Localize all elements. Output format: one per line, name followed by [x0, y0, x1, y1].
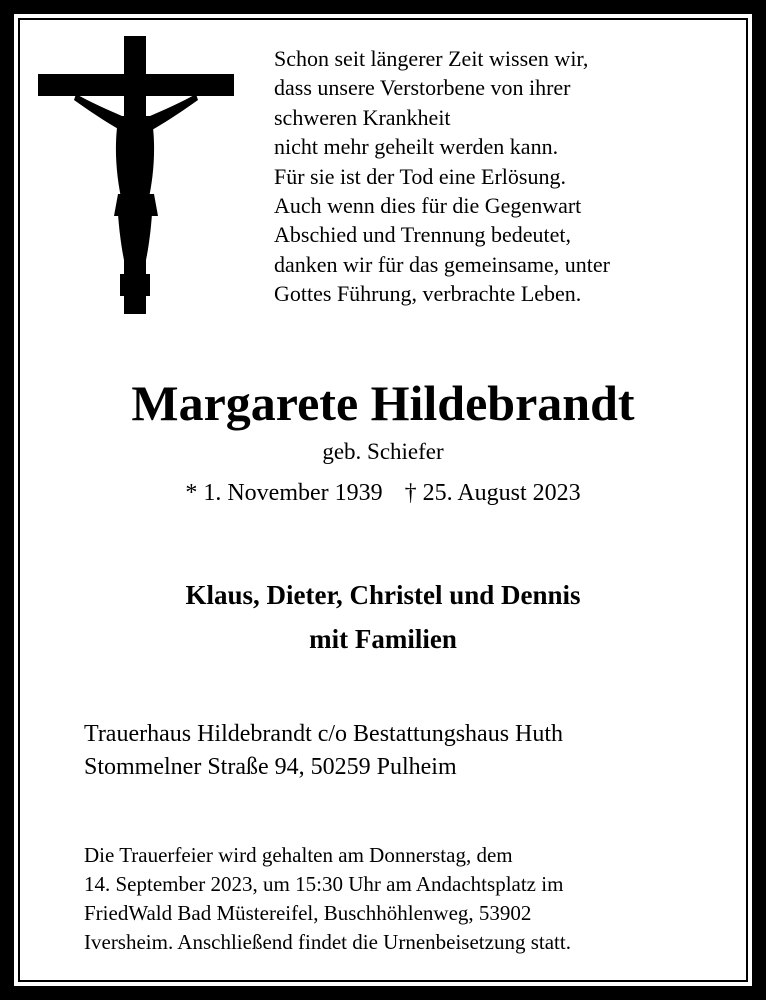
address-line: Trauerhaus Hildebrandt c/o Bestattungshaus Huth	[84, 721, 564, 747]
service-details	[84, 841, 724, 957]
birth-date: * 1. November 1939	[185, 480, 383, 506]
address-line: Stommelner Straße 94, 50259 Pulheim	[84, 754, 457, 780]
death-date: † 25. August 2023	[404, 480, 581, 506]
service-line: Die Trauerfeier wird gehalten am Donnerstag, dem	[84, 843, 513, 867]
verse-line: danken wir für das gemeinsame, unter	[274, 251, 610, 277]
verse-text	[274, 44, 714, 309]
mourners-line: mit Familien	[309, 624, 457, 654]
mourners	[0, 573, 766, 661]
maiden-name: geb. Schiefer	[322, 439, 444, 464]
service-line: 14. September 2023, um 15:30 Uhr am Andachtsplatz im	[84, 872, 564, 896]
verse-line: Abschied und Trennung bedeutet,	[274, 222, 571, 248]
service-line: FriedWald Bad Müstereifel, Buschhöhlenweg, 53902	[84, 901, 532, 925]
crucifix-icon	[38, 36, 234, 314]
deceased-name: Margarete Hildebrandt	[131, 375, 635, 431]
verse-line: Für sie ist der Tod eine Erlösung.	[274, 163, 566, 189]
verse-line: nicht mehr geheilt werden kann.	[274, 134, 559, 160]
verse-line: schweren Krankheit	[274, 104, 451, 130]
verse-line: dass unsere Verstorbene von ihrer	[274, 75, 571, 101]
verse-line: Auch wenn dies für die Gegenwart	[274, 193, 582, 219]
service-line: Iversheim. Anschließend findet die Urnenbeisetzung statt.	[84, 930, 571, 954]
life-dates	[0, 478, 766, 508]
verse-line: Schon seit längerer Zeit wissen wir,	[274, 46, 589, 71]
mourning-address	[84, 718, 724, 784]
mourners-line: Klaus, Dieter, Christel und Dennis	[185, 580, 581, 610]
verse-line: Gottes Führung, verbrachte Leben.	[274, 281, 582, 307]
